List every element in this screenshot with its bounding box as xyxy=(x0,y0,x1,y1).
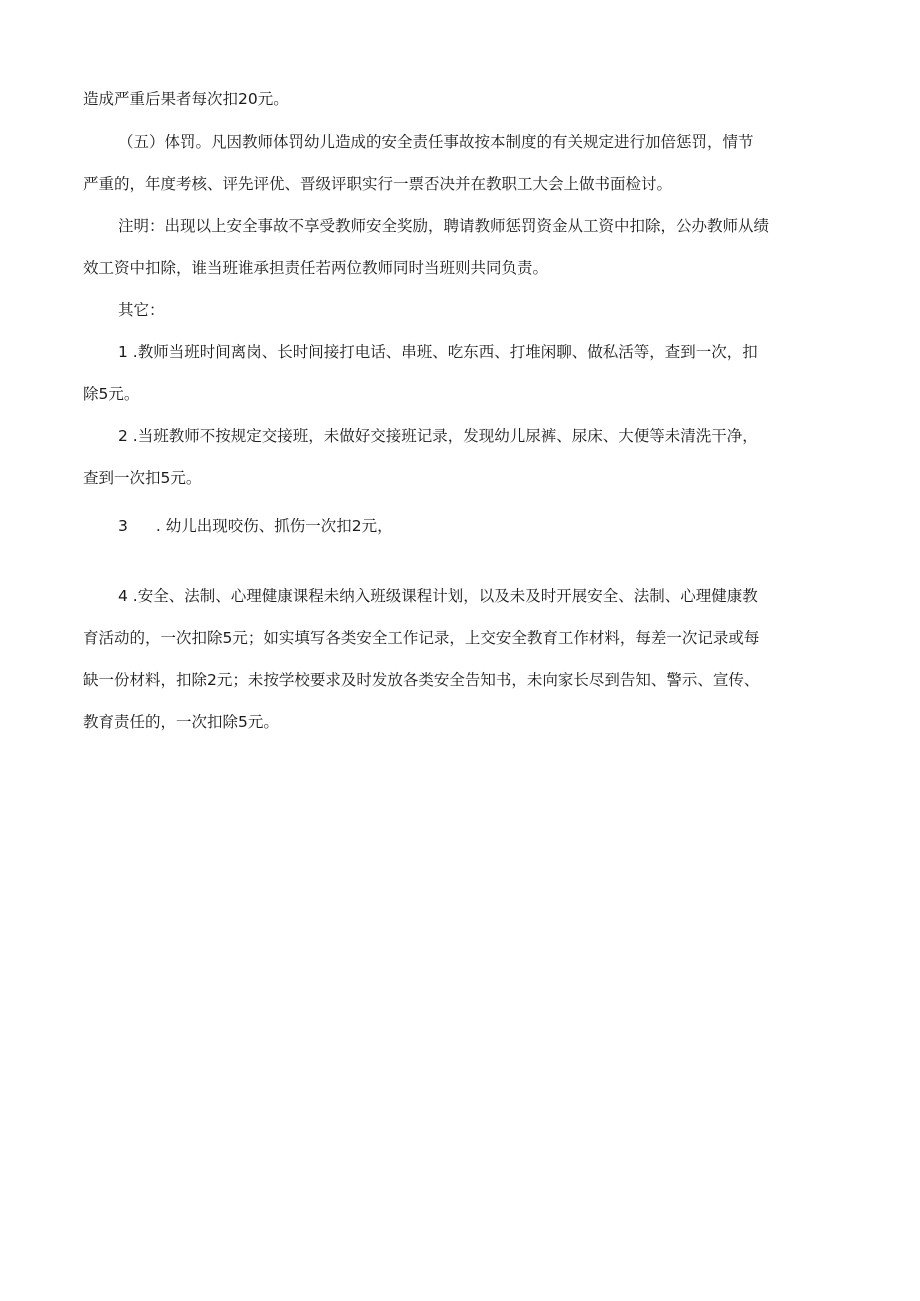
text-line: 注明：出现以上安全事故不享受教师安全奖励，聘请教师惩罚资金从工资中扣除，公办教师从绩 xyxy=(118,217,770,235)
list-number: 3 xyxy=(118,517,128,535)
text-line: 缺一份材料，扣除2元；未按学校要求及时发放各类安全告知书，未向家长尽到告知、警示、宣传、 xyxy=(83,671,760,689)
text-line: 严重的，年度考核、评先评优、晋级评职实行一票否决并在教职工大会上做书面检讨。 xyxy=(83,175,673,193)
text-line: 教育责任的，一次扣除5元。 xyxy=(83,713,279,731)
list-text: . 幼儿出现咬伤、抓伤一次扣2元， xyxy=(155,517,393,535)
text-line: 效工资中扣除，谁当班谁承担责任若两位教师同时当班则共同负责。 xyxy=(83,259,549,277)
text-line: （五）体罚。凡因教师体罚幼儿造成的安全责任事故按本制度的有关规定进行加倍惩罚，情节 xyxy=(118,133,754,151)
list-item-3 xyxy=(118,516,393,536)
text-line: 除5元。 xyxy=(83,385,140,403)
list-item-1: 1 .教师当班时间离岗、长时间接打电话、串班、吃东西、打堆闲聊、做私活等，查到一次，扣 xyxy=(118,343,758,361)
text-line: 育活动的，一次扣除5元；如实填写各类安全工作记录，上交安全教育工作材料，每差一次记录或每 xyxy=(83,629,760,647)
text-line: 造成严重后果者每次扣20元。 xyxy=(83,90,289,108)
section-heading: 其它： xyxy=(118,301,165,319)
list-item-4: 4 .安全、法制、心理健康课程未纳入班级课程计划，以及未及时开展安全、法制、心理健康教 xyxy=(118,587,758,605)
list-item-2: 2 .当班教师不按规定交接班，未做好交接班记录，发现幼儿尿裤、尿床、大便等未清洗干净， xyxy=(118,427,758,445)
text-line: 查到一次扣5元。 xyxy=(83,469,202,487)
